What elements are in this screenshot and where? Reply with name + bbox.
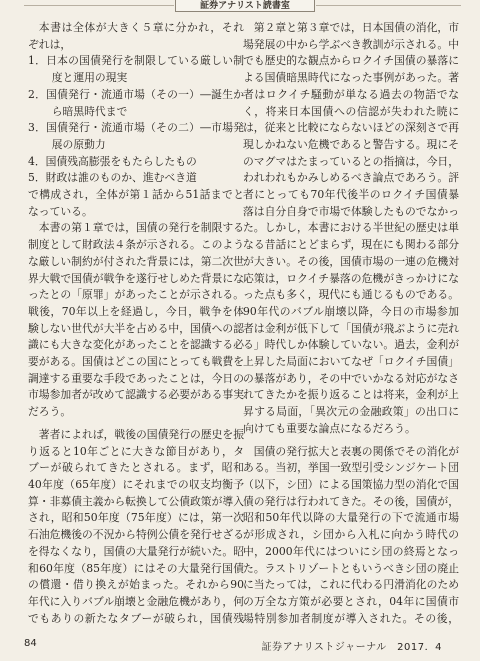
chapter-item: 1．日本の国債発行を制限している厳しい制度と運用の現実 — [28, 54, 244, 85]
body-paragraph: 著者によれば，戦後の国債発行の歴史を振り返ると10年ごとに大きな節目があり，タブーが破られてきたとされる。まず，昭和40年度（65年度）にそれまでの収支均衡予算・非募債主義から転換して公債政策が導入され，昭和50年度（75年度）には，第一次石油危機後の不況から特例公債を発行せざるを得なくなり，国債の大量発行が続いた。昭和60年度（85年度）にはその大量発行国債の償還・借り換えが始まった。それから90年代に入りバブル崩壊と金融危機があり，何でもありの新たなタブーが破られ，国債残 — [28, 427, 244, 625]
body-paragraph: 国債の発行拡大と表裏の関係でその消化がある。当初，挙国一致型引受シンジケート団（以下，シ団）による国策協力型の消化で国債の発行は行われてきた。その後，国債が，昭和50年代以降の大量発行の下で流通市場が形成され，シ団から入札に向かう時代の中，2000年代にはついにシ団の終焉となった。ラストリゾートともいうべきシ団の廃止に当たっては，これに代わる円滑消化のための万全な方策が必要とされ，04年に国債市場特別参加者制度が導入された。その後， — [243, 444, 459, 625]
chapter-item: 5．財政は誰のものか、進むべき道 — [28, 171, 197, 185]
journal-footer: 証券アナリストジャーナル 2017．4 — [261, 642, 442, 653]
chapter-list — [28, 53, 244, 187]
chapter-item: 4．国債残高膨張をもたらしたもの — [28, 154, 197, 168]
chapter-item: 3．国債発行・流通市場（その二）―市場発展の原動力 — [28, 121, 244, 151]
right-column — [243, 20, 459, 626]
section-title: 証券アナリスト読書室 — [175, 0, 315, 12]
intro-paragraph: 本書は全体が大きく５章に分かれ，それぞれは， — [28, 21, 244, 51]
page-number: 84 — [24, 638, 37, 649]
left-column — [28, 20, 244, 626]
chapter-item: 2．国債発行・流通市場（その一）―誕生から暗黒時代まで — [28, 87, 244, 118]
body-paragraph: 第２章と第３章では，日本国債の消化，市場発展の中から学ぶべき教訓が示される。中でも歴史的な観点からロクイチ国債の暴落による国債暗黒時代になった事例があった。著者はロクイチ騒動が単なる過去の物語でなく，将来日本国債への信認が失われた暁には，従来と比較にならないほどの深刻さで再現しかねない危機であると警告する。現にそのマグマはたまっているとの指摘は，今日，われわれもかみしめるべき論点であろう。評者にとっても70年代後半のロクイチ国債暴落は自分自身で市場で体験したものでなかった。しかし，本書における半世紀の歴史は単なる昔話にとどまらず，現在にも関わる部分が大きい。その後，国債市場の一連の危機対応策は，ロクイチ暴落の危機がきっかけになった点も多く，現代にも通じるものである。90年代のバブル崩壊以降，今日の市場参加者は金利が低下して「国債が飛ぶように売れる」時代しか体験していない。過去，金利が上昇した局面においてなぜ「ロクイチ国債」の暴落があり，その中でいかなる対応がなされてきたかを振り返ることは将来，金利が上昇する局面，「異次元の金融政策」の出口に向けても重要な論点になるだろう。 — [243, 21, 459, 435]
body-paragraph: 本書の第１章では，国債の発行を制限する制度として財政法４条が示される。このような厳しい制約が付された背景には，第二次世界大戦で国債が戦争を遂行せしめた背景になったとの「原罪」があったことが示される。戦後，70年以上を経過し，今日，戦争を体験しない世代が大半を占める中，国債への認識にも大きな変化があったことを認識する必要がある。国債はどこの国にとっても戦費を調達する重要な手段であったことは，今日の市場参加者が改めて認識する必要がある事実だろう。 — [28, 221, 244, 419]
header-rule-left — [24, 5, 174, 6]
list-conclusion: で構成され，全体が第１話から51話までとなっている。 — [28, 188, 244, 218]
header-rule-right — [316, 5, 461, 6]
